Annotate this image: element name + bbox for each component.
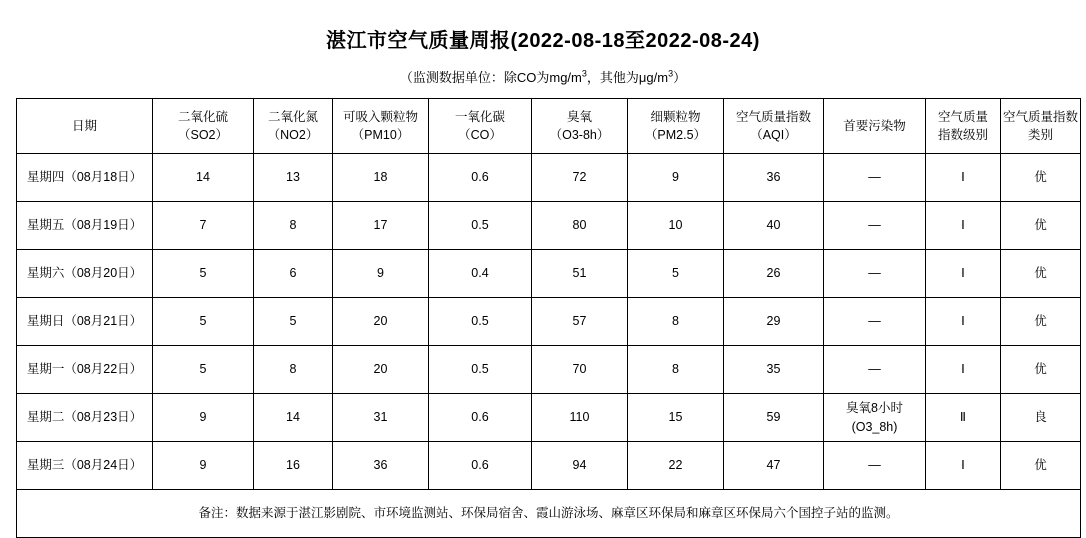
cell-pm10: 20 <box>333 298 429 346</box>
cell-level: Ⅰ <box>926 298 1001 346</box>
cell-primary-pollutant-line1: — <box>868 170 881 185</box>
cell-category: 优 <box>1001 442 1081 490</box>
cell-level: Ⅰ <box>926 346 1001 394</box>
cell-o3: 110 <box>532 394 628 442</box>
cell-primary-pollutant-line1: — <box>868 362 881 377</box>
cell-no2: 8 <box>254 346 333 394</box>
page-title: 湛江市空气质量周报(2022-08-18至2022-08-24) <box>326 30 760 52</box>
cell-no2: 14 <box>254 394 333 442</box>
cell-so2: 9 <box>153 442 254 490</box>
cell-primary-pollutant <box>824 154 926 202</box>
cell-no2: 8 <box>254 202 333 250</box>
units-note-pre: （监测数据单位：除CO为mg/m <box>399 70 582 85</box>
air-quality-table <box>16 98 1081 538</box>
units-note-post: ） <box>673 70 687 85</box>
cell-category: 优 <box>1001 346 1081 394</box>
cell-date: 星期四（08月18日） <box>17 154 153 202</box>
cell-pm10: 17 <box>333 202 429 250</box>
header-no2-line2: （NO2） <box>267 128 319 142</box>
cell-level: Ⅰ <box>926 250 1001 298</box>
header-aqi-line2: （AQI） <box>750 128 797 142</box>
units-note-sup-2: 3 <box>668 68 674 79</box>
header-no2-line1: 二氧化氮 <box>267 109 318 124</box>
cell-primary-pollutant-line1: 臭氧8小时 <box>846 401 903 416</box>
table-row <box>17 154 1081 202</box>
header-pm25-line1: 细颗粒物 <box>650 109 701 124</box>
cell-date: 星期日（08月21日） <box>17 298 153 346</box>
cell-co: 0.5 <box>429 202 532 250</box>
cell-pm25: 5 <box>628 250 724 298</box>
cell-co: 0.6 <box>429 154 532 202</box>
cell-so2: 9 <box>153 394 254 442</box>
cell-aqi: 59 <box>724 394 824 442</box>
table-header <box>17 99 1081 154</box>
header-co-line2: （CO） <box>458 128 502 142</box>
cell-primary-pollutant <box>824 346 926 394</box>
table-row <box>17 442 1081 490</box>
cell-so2: 5 <box>153 346 254 394</box>
header-pm10-line1: 可吸入颗粒物 <box>342 109 418 124</box>
cell-primary-pollutant <box>824 394 926 442</box>
table-row <box>17 250 1081 298</box>
cell-pm25: 15 <box>628 394 724 442</box>
cell-level: Ⅰ <box>926 202 1001 250</box>
table-row <box>17 202 1081 250</box>
header-so2 <box>153 99 254 154</box>
cell-primary-pollutant-line1: — <box>868 314 881 329</box>
cell-so2: 14 <box>153 154 254 202</box>
cell-o3: 80 <box>532 202 628 250</box>
cell-category: 优 <box>1001 154 1081 202</box>
cell-aqi: 35 <box>724 346 824 394</box>
header-pm10 <box>333 99 429 154</box>
header-aqi <box>724 99 824 154</box>
cell-aqi: 29 <box>724 298 824 346</box>
units-note-sup-1: 3 <box>581 68 587 79</box>
header-category-line1: 空气质量指数 <box>1003 109 1079 124</box>
cell-co: 0.5 <box>429 298 532 346</box>
cell-o3: 72 <box>532 154 628 202</box>
cell-primary-pollutant-line1: — <box>868 458 881 473</box>
cell-pm10: 9 <box>333 250 429 298</box>
table-body <box>17 154 1081 538</box>
cell-primary-pollutant <box>824 202 926 250</box>
header-aqi-line1: 空气质量指数 <box>735 109 811 124</box>
cell-o3: 94 <box>532 442 628 490</box>
cell-date: 星期一（08月22日） <box>17 346 153 394</box>
units-note <box>0 67 1086 86</box>
cell-pm10: 18 <box>333 154 429 202</box>
cell-aqi: 40 <box>724 202 824 250</box>
table-container <box>16 98 1079 538</box>
cell-pm10: 31 <box>333 394 429 442</box>
header-primary-pollutant-line1: 首要污染物 <box>843 118 906 133</box>
cell-date: 星期六（08月20日） <box>17 250 153 298</box>
header-date-line1: 日期 <box>71 118 97 133</box>
cell-no2: 13 <box>254 154 333 202</box>
header-category <box>1001 99 1081 154</box>
cell-no2: 16 <box>254 442 333 490</box>
cell-o3: 70 <box>532 346 628 394</box>
units-note-mid: ，其他为μg/m <box>586 70 669 85</box>
report-page <box>0 24 1086 529</box>
header-o3 <box>532 99 628 154</box>
cell-category: 优 <box>1001 202 1081 250</box>
cell-date: 星期二（08月23日） <box>17 394 153 442</box>
header-o3-line2: （O3-8h） <box>549 128 610 142</box>
cell-pm25: 8 <box>628 346 724 394</box>
cell-no2: 5 <box>254 298 333 346</box>
cell-so2: 5 <box>153 250 254 298</box>
cell-level: Ⅰ <box>926 442 1001 490</box>
header-no2 <box>254 99 333 154</box>
cell-category: 优 <box>1001 250 1081 298</box>
cell-co: 0.4 <box>429 250 532 298</box>
cell-primary-pollutant <box>824 442 926 490</box>
header-level-line1: 空气质量 <box>937 109 988 124</box>
table-header-row <box>17 99 1081 154</box>
cell-so2: 7 <box>153 202 254 250</box>
table-row <box>17 298 1081 346</box>
header-pm25-line2: （PM2.5） <box>644 128 707 142</box>
cell-pm10: 20 <box>333 346 429 394</box>
cell-pm10: 36 <box>333 442 429 490</box>
table-row <box>17 346 1081 394</box>
cell-aqi: 36 <box>724 154 824 202</box>
header-level-line2: 指数级别 <box>937 128 988 142</box>
cell-date: 星期五（08月19日） <box>17 202 153 250</box>
cell-co: 0.5 <box>429 346 532 394</box>
cell-date: 星期三（08月24日） <box>17 442 153 490</box>
header-co <box>429 99 532 154</box>
cell-o3: 57 <box>532 298 628 346</box>
table-row <box>17 394 1081 442</box>
cell-so2: 5 <box>153 298 254 346</box>
header-o3-line1: 臭氧 <box>566 109 592 124</box>
cell-pm25: 9 <box>628 154 724 202</box>
header-pm25 <box>628 99 724 154</box>
header-so2-line2: （SO2） <box>177 128 228 142</box>
table-note: 备注：数据来源于湛江影剧院、市环境监测站、环保局宿舍、霞山游泳场、麻章区环保局和麻章区环保局六个国控子站的监测。 <box>17 490 1081 538</box>
cell-aqi: 26 <box>724 250 824 298</box>
table-note-row <box>17 490 1081 538</box>
cell-no2: 6 <box>254 250 333 298</box>
cell-primary-pollutant <box>824 298 926 346</box>
header-category-line2: 类别 <box>1027 128 1053 142</box>
cell-level: Ⅱ <box>926 394 1001 442</box>
cell-aqi: 47 <box>724 442 824 490</box>
header-primary-pollutant <box>824 99 926 154</box>
cell-category: 优 <box>1001 298 1081 346</box>
cell-pm25: 10 <box>628 202 724 250</box>
header-so2-line1: 二氧化硫 <box>177 109 228 124</box>
cell-primary-pollutant-line2: (O3_8h) <box>851 419 898 434</box>
cell-level: Ⅰ <box>926 154 1001 202</box>
cell-primary-pollutant-line1: — <box>868 218 881 233</box>
cell-pm25: 8 <box>628 298 724 346</box>
header-co-line1: 一氧化碳 <box>454 109 505 124</box>
cell-category: 良 <box>1001 394 1081 442</box>
header-pm10-line2: （PM10） <box>351 128 410 142</box>
cell-o3: 51 <box>532 250 628 298</box>
cell-primary-pollutant <box>824 250 926 298</box>
cell-pm25: 22 <box>628 442 724 490</box>
header-date <box>17 99 153 154</box>
header-level <box>926 99 1001 154</box>
cell-primary-pollutant-line1: — <box>868 266 881 281</box>
cell-co: 0.6 <box>429 394 532 442</box>
cell-co: 0.6 <box>429 442 532 490</box>
